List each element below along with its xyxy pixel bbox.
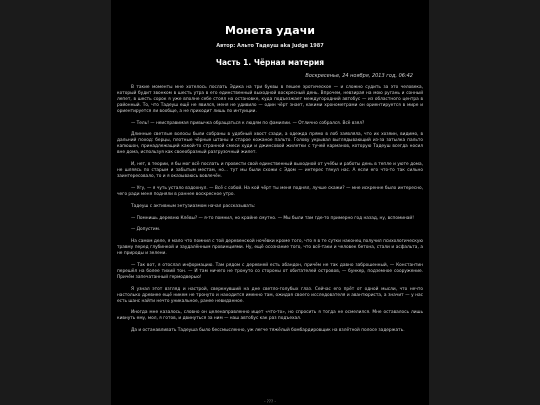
chapter-body — [117, 85, 423, 334]
chapter-title: Часть 1. Чёрная материя — [215, 58, 325, 67]
paragraph: Длинные светлые волосы были собраны в удобный хвост сзади, а одежда прямо в лоб заявляла, что их хозяин, видимо, в дальний поход: берцы, плотные чёрные штаны и старое кожаное пальто. Голову укрывал выглядывающий из-за затылка пальто капюшон, принадлежащий какой-то странной смеси худи и джинсовой жилетки с тучей карманов, которую Тадеуш всегда носил вне дома, используя как своеобразный разгрузочный жилет. — [117, 132, 423, 156]
paragraph: — Тель! — неисправимая привычка обращаться к людям по фамилии. — Отлично собрался. Всё взял? — [131, 120, 365, 126]
paragraph: Тадеуш с активным энтузиазмом начал рассказывать: — [131, 203, 256, 209]
paragraph: На самом деле, я мало что помнил с той деревенской ночёвки кроме того, что я в те сутки наконец получил психологическую травму перед глубинкой и заудалённым провинциями. Ну, ещё осознание того, что всё-таки и человек бетона, стали и асфальта, а не природы и зелени. — [117, 239, 423, 257]
paragraph: — Помнишь деревню Клёвы? — я-то помнил, но крайне смутно. — Мы были там где-то примерно год назад, ну, вспоминай! — [131, 215, 414, 221]
paragraph: — Допустим. — [131, 227, 161, 233]
paragraph: — Так вот, я отослал информацию. Там рядом с деревней есть абандон, причём не так давно заброшенный, — Константин перешёл на более тихий тон. — И там ничего не тронуто со стороны от обитателей островов, — бункер, подземное сооружение. Причём запечатанный гермодверью! — [117, 263, 423, 280]
page-footer: - ??? - — [264, 399, 276, 404]
paragraph: Иногда мне казалось, словно он целенаправленно ищет «что-то», но спросить я тогда не осмелился. Мне оставалось лишь кивнуть ему, мол, я готов, и двинуться за ним — наш автобус как раз подъехал. — [117, 310, 423, 322]
paragraph: В такие моменты мне хотелось послать Эдика на три буквы в пешее эротическое — и сложно судить за это человека, который будит звонком в шесть утра в его единственный выходной воскресный день. Впрочем, невзирая на мою ругань и сонный лепет, в шесть сорок я уже вполне себе стоял на остановке, куда подъезжает междугородний автобус — из областного центра в районный. То, что Тадеуш ещё не явился, меня не удивило — один чёрт знает, какими хронометрами он ориентируется в мире и ориентируется ли вообще, а не приходит лишь по интуиции. — [117, 85, 423, 114]
paragraph: Я узнал этот взгляд и настрой, сверкнувший на дне светло-голубых глаз. Сейчас его прёт от одной мысли, что нечто настолько древнее ещё никем не тронуто и находится именно там, ожидая своего исследователя и авантюриста, а значит — у нас есть шанс найти нечто уникальное, ранее невиданное. — [117, 286, 423, 304]
author-line: Автор: Альто Тадеуш aka Judge 1987 — [216, 43, 324, 49]
paragraph: Да и останавливать Тадеуша было бессмысленно, уж легче тяжёлый бомбардировщик на взлётной полосе задержать. — [131, 328, 405, 334]
paragraph: — Угу, — я чуть устало вздохнул. — Всё с собой. На кой чёрт ты меня поднял, лучше скажи? — мне искренне было интересно, чего ради меня подняли в раннее воскресное утро. — [117, 185, 423, 197]
paragraph: И, нет, в теории, я бы мог всё послать и провести свой единственный выходной от учёбы и работы день в тепле и уюте дома, не шляясь по старым и забытым местам, но... тут мы были схожи с Эдом — интерес тянул нас. А если его что-то так сильно заинтересовало, то и я оказываюсь вовлечён. — [117, 162, 423, 179]
document-page — [111, 0, 429, 405]
book-title: Монета удачи — [225, 24, 315, 37]
chapter-date: Воскресенье, 24 ноября, 2013 год, 06:42 — [305, 73, 413, 79]
